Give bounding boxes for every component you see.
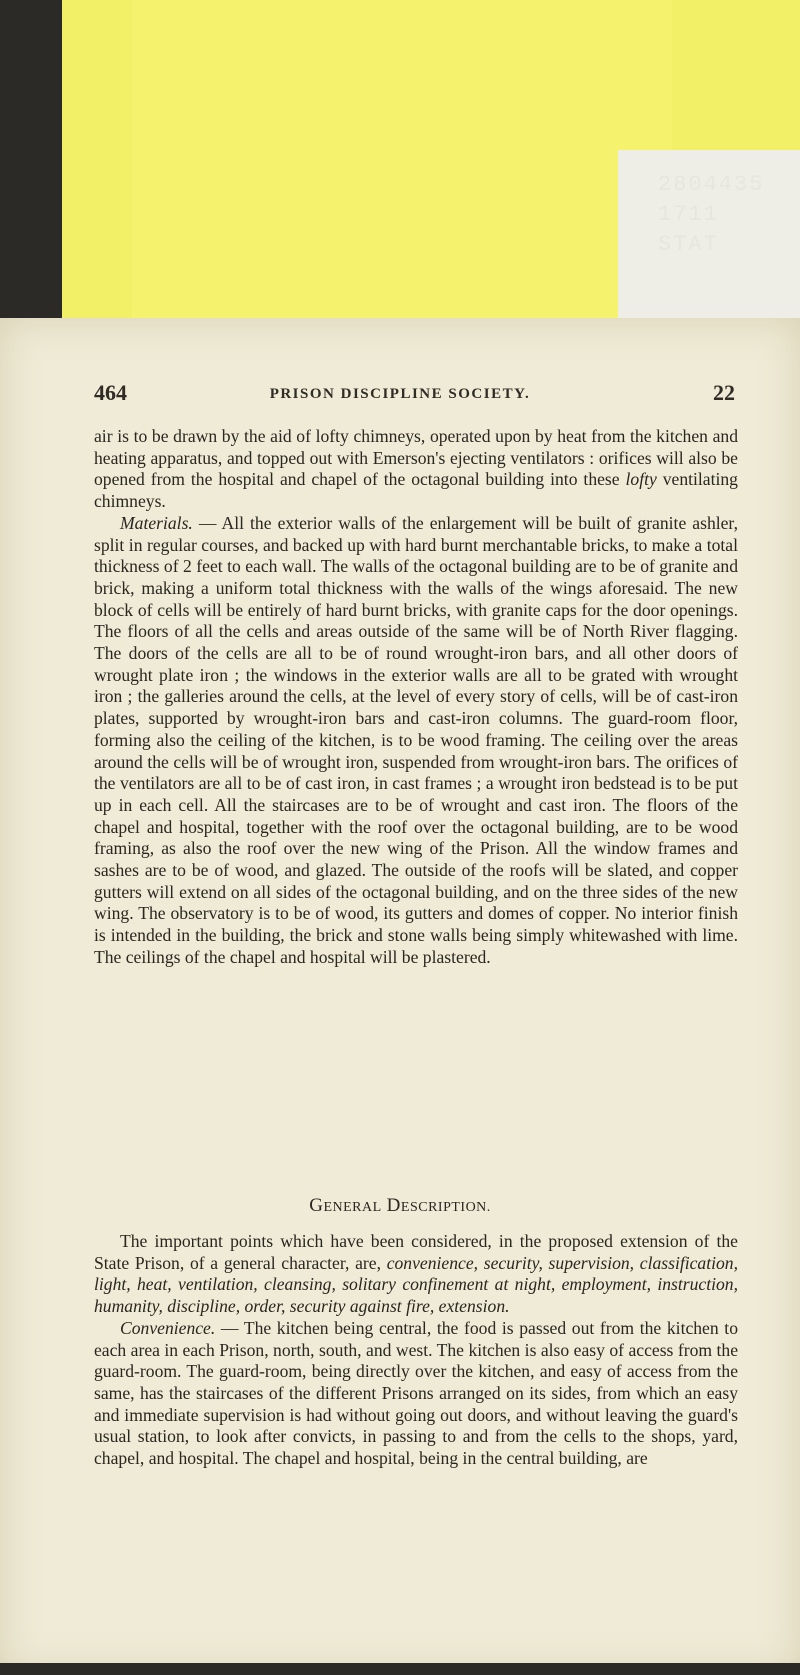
- general-points: convenience, security, supervision, classification, light, heat, ventilation, cleansing, solitary confinement at night, employment, instruction, humanity, discipline, order, security against fire, extension.: [94, 1252, 738, 1317]
- section-number: 22: [713, 380, 735, 405]
- slip-text: 2804435 1711 STAT: [658, 172, 765, 257]
- paragraph-ventilation: air is to be drawn by the aid of lofty chimneys, operated upon by heat from the kitchen and heating apparatus, and topped out with Emerson's ejecting ventilators : orifices will also be opened from the hospital and chapel of the octagonal building into these lofty ventilating chimneys.: [94, 426, 738, 512]
- running-title: PRISON DISCIPLINE SOCIETY.: [269, 386, 531, 402]
- paragraph-convenience: Convenience. — The kitchen being central, the food is passed out from the kitchen to each area in each Prison, north, south, and west. The kitchen is also easy of access from the guard-room. The guard-room, being directly over the kitchen, and easy of access from the same, has the staircases of the different Prisons arranged on its sides, from which an easy and immediate supervision is had without going out doors, and without leaving the guard's usual station, to look after convicts, in passing to and from the cells to the shops, yard, chapel, and hospital. The chapel and hospital, being in the central building, are: [94, 1317, 738, 1469]
- page-edge: [0, 1663, 800, 1675]
- section-heading: GENERAL DESCRIPTION.: [309, 1195, 491, 1216]
- paragraph-materials: Materials. — All the exterior walls of the enlargement will be built of granite ashler, split in regular courses, and backed up with hard burnt merchantable bricks, to make a total thickness of 2 feet to each wall. The walls of the octagonal building are to be of granite and brick, making a uniform total thickness with the walls of the wings aforesaid. The new block of cells will be entirely of hard burnt bricks, with granite caps for the door openings. The floors of all the cells and areas outside of the same will be of North River flagging. The doors of the cells are all to be of round wrought-iron bars, and all other doors of wrought plate iron ; the windows in the exterior walls are all to be grated with wrought iron ; the galleries around the cells, at the level of every story of cells, will be of cast-iron plates, supported by wrought-iron bars and cast-iron columns. The guard-room floor, forming also the ceiling of the kitchen, is to be wood framing. The ceiling over the areas around the cells will be of wrought iron, suspended from wrought-iron bars. The orifices of the ventilators are all to be of cast iron, in cast frames ; a wrought iron bedstead is to be put up in each cell. All the staircases are to be of wrought and cast iron. The floors of the chapel and hospital, together with the roof over the octagonal building, are to be wood framing, as also the roof over the new wing of the Prison. All the window frames and sashes are to be of wood, and glazed. The outside of the roofs will be slated, and copper gutters will extend on all sides of the octagonal building, and on the three sides of the new wing. The observatory is to be of wood, its gutters and domes of copper. No interior finish is intended in the building, the brick and stone walls being simply whitewashed with lime. The ceilings of the chapel and hospital will be plastered.: [94, 512, 738, 967]
- materials-label: Materials.: [120, 512, 193, 533]
- convenience-label: Convenience.: [120, 1317, 216, 1338]
- running-header: [0, 380, 800, 410]
- page-number: 464: [94, 380, 127, 405]
- book-page: [0, 318, 800, 1675]
- flyleaf-highlight: [132, 0, 672, 318]
- text-block-upper: [94, 426, 738, 969]
- paragraph-general: The important points which have been considered, in the proposed extension of the State Prison, of a general character, are, convenience, security, supervision, classification, light, heat, ventilation, cleansing, solitary confinement at night, employment, instruction, humanity, discipline, order, security against fire, extension.: [94, 1231, 738, 1317]
- library-slip: [618, 150, 800, 318]
- text-block-lower: [94, 1231, 738, 1470]
